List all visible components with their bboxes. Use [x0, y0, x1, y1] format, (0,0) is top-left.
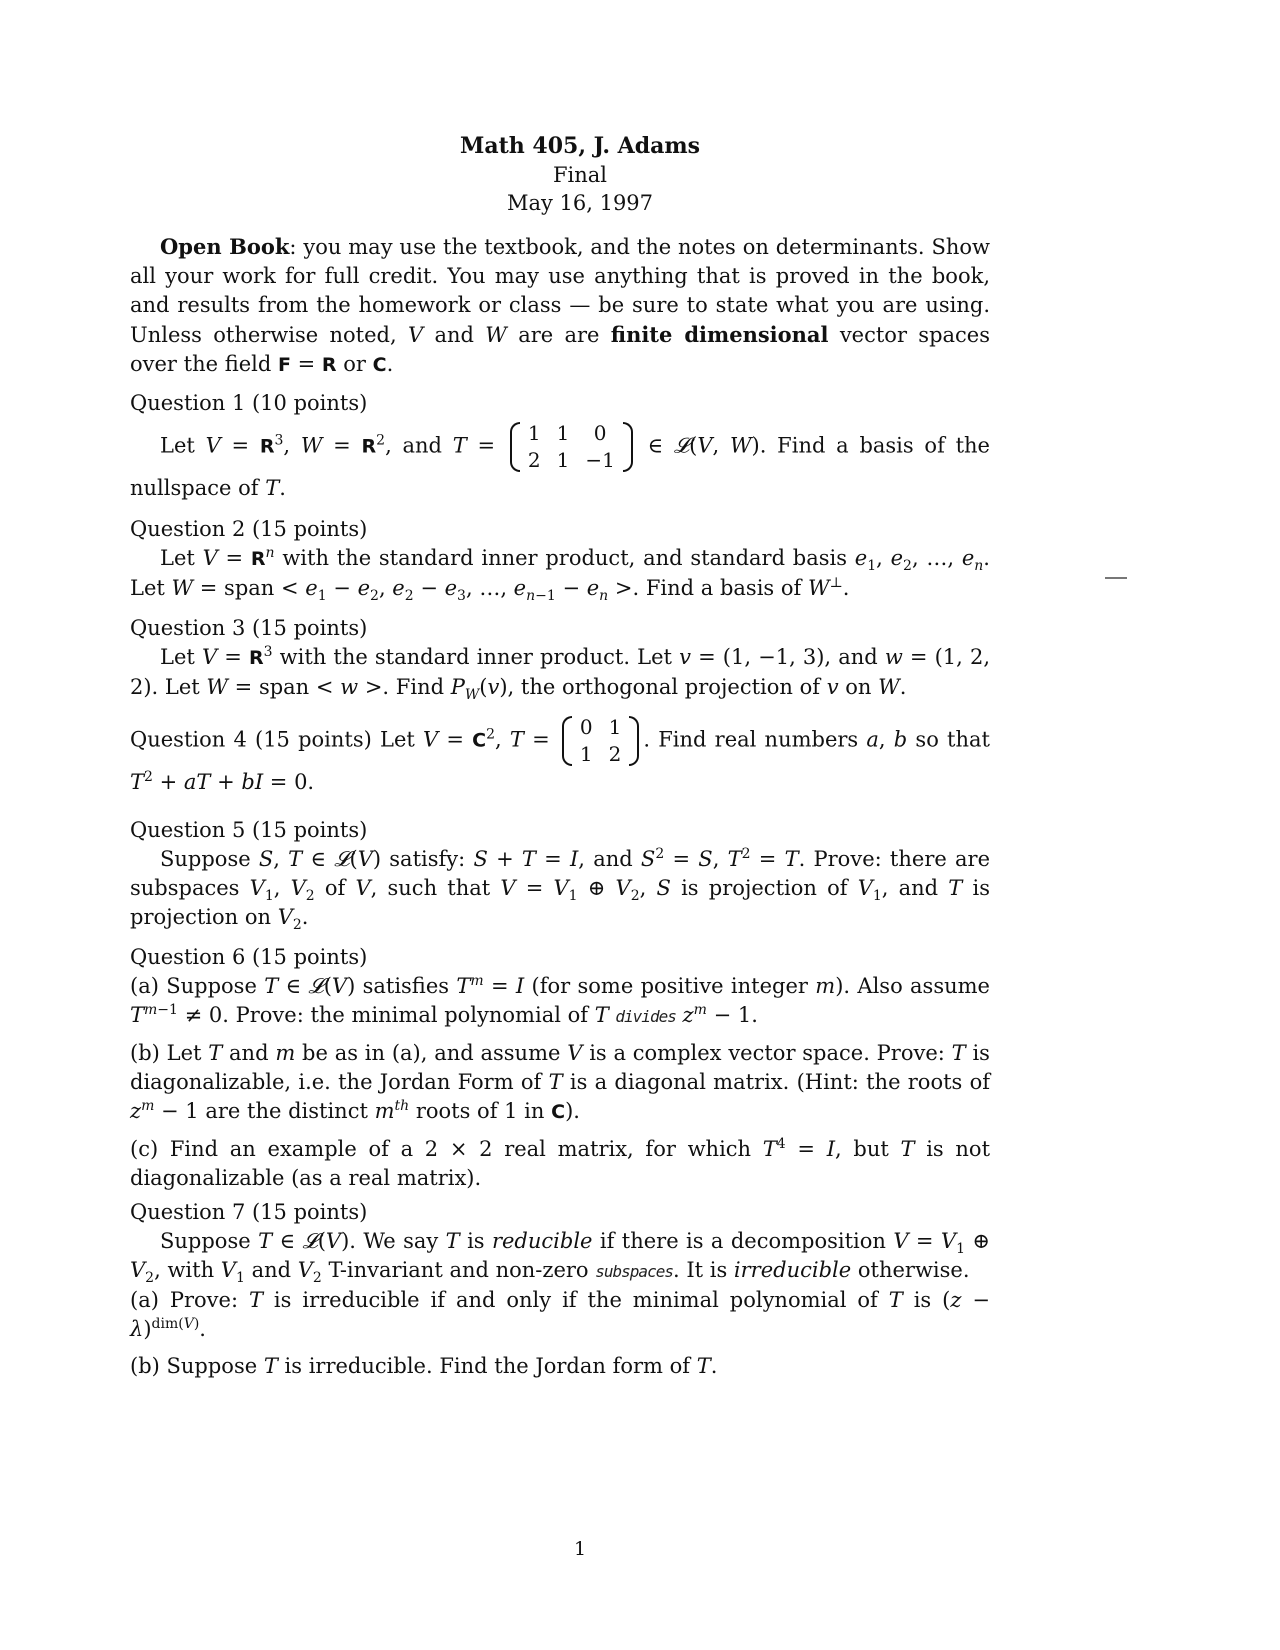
question-5: Question 5 (15 points) Suppose S, T ∈ 𝓛(V) satisfy: S + T = I, and $S^2 = S$, $T^2 = T$. Prove: there are subspaces $V_1$, $V_2$ of V, such that $V = V_1$ ⊕ $V_2$, S is projection of $V_1$, and T is projection on $V_2$.	[130, 818, 990, 934]
exam-date: May 16, 1997	[506, 191, 654, 215]
question-6b: (b) Let T and m be as in (a), and assume V is a complex vector space. Prove: T is diagonalizable, i.e. the Jordan Form of T is a diagonal matrix. (Hint: the roots of $z^m - 1$ are the distinct $m^{th}$ roots of 1 in C).	[130, 1041, 990, 1123]
exam-title: Math 405, J. Adams	[459, 133, 701, 159]
question-2: Question 2 (15 points) Let $V = R^n$ with the standard inner product, and standard basis $e_1$, $e_2$, …, $e_n$. Let W = span < $e_1 - e_2$, $e_2 - e_3$, …, $e_{n-1} - e_n$ >. Find a basis of W⊥.	[130, 517, 990, 605]
question-7b: (b) Suppose T is irreducible. Find the Jordan form of T.	[130, 1354, 718, 1378]
instructions: Open Book: you may use the textbook, and the notes on determinants. Show all your work for full credit. You may use anything that is proved in the book, and results from the homework or class — be sure to state what you are using. Unless otherwise noted, V and W are are finite dimensional vector spaces over the field F = R or C.	[130, 234, 991, 376]
handwritten-correction: divides	[615, 1007, 676, 1026]
question-6c: (c) Find an example of a 2 × 2 real matrix, for which $T^4 = I$, but T is not diagonalizable (as a real matrix).	[130, 1136, 991, 1190]
question-6: Question 6 (15 points) (a) Suppose T ∈ 𝓛(V) satisfies $T^m = I$ (for some positive integer m). Also assume $T^{m-1} \ne 0$. Prove: the minimal polynomial of T divides $z^m - 1$. (b) Let T and m be as in (a), and assume V is a complex vector space. Prove: T is diagonalizable, i.e. the Jordan Form of T is a diagonal matrix. (Hint: the roots of $z^m - 1$ are the distinct $m^{th}$ roots of 1 in C). (c) Find an example of a 2 × 2 real matrix, for which $T^4 = I$, but T is not diagonalizable (as a real matrix).	[130, 943, 990, 1193]
question-7: Question 7 (15 points) Suppose T ∈ 𝓛(V). We say T is reducible if there is a decomposition $V = V_1$ ⊕ $V_2$, with $V_1$ and $V_2$ T-invariant and non-zero subspaces. It is irreducible otherwise. (a) Prove: T is irreducible if and only if the minimal polynomial of T is $(z - \lambda)^{dim(V)}$. (b) Suppose T is irreducible. Find the Jordan form of T.	[130, 1198, 990, 1381]
matrix-T-q1: 1 1 0 2 1 −1	[510, 420, 633, 474]
margin-mark	[1105, 577, 1127, 579]
matrix-T-q4: 0 1 1 2	[562, 714, 639, 768]
page-number: 1	[573, 1538, 587, 1560]
handwritten-word: subspaces	[595, 1262, 673, 1281]
question-4: Question 4 (15 points) Let $V = C^2$, T = 0 1 1 2 . Find real numbers a, b so that $T^2$ + aT + bI = 0.	[130, 715, 990, 794]
question-6a: (a) Suppose T ∈ 𝓛(V) satisfies $T^m = I$ (for some positive integer m). Also assume $T^{m-1} \ne 0$. Prove: the minimal polynomial of T divides $z^m - 1$.	[130, 973, 990, 1027]
question-3: Question 3 (15 points) Let $V = R^3$ with the standard inner product. Let v = (1, −1, 3), and w = (1, 2, 2). Let W = span < w >. Find $P_W(v)$, the orthogonal projection of v on W.	[130, 616, 990, 704]
question-7a: (a) Prove: T is irreducible if and only if the minimal polynomial of T is $(z - \lambda)^{dim(V)}$.	[130, 1288, 990, 1341]
exam-name: Final	[552, 163, 608, 187]
question-1: Question 1 (10 points) Let $V = R^3$, $W = R^2$, and T = 1 1 0 2 1 −1 ∈ 𝓛(V, W). Find a basis of the nullspace of T.	[130, 391, 990, 500]
